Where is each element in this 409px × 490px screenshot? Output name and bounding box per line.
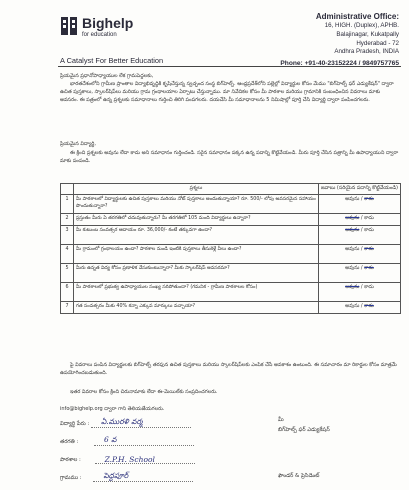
- answer-yes[interactable]: అవును: [345, 246, 360, 252]
- brand-tagline: A Catalyst For Better Education: [60, 56, 164, 65]
- answer-cell[interactable]: [318, 214, 400, 226]
- student-name-field[interactable]: [91, 418, 191, 428]
- row-number: 1: [61, 195, 74, 214]
- row-number: 5: [61, 264, 74, 283]
- row-number: 2: [61, 214, 74, 226]
- letter-intro: [60, 72, 399, 104]
- answer-no[interactable]: కాదు: [364, 265, 374, 271]
- row-number: 3: [61, 226, 74, 245]
- table-row: [61, 264, 401, 283]
- office-line: 16, HIGH. (Duplex), APHB.: [324, 22, 399, 29]
- answer-separator: /: [359, 196, 365, 202]
- contact-paragraph: ఇతర వివరాల కోసం క్రింది చిరునామాకు లేదా ఈ-మెయిల్‌కు సంప్రదించగలరు.: [70, 389, 218, 395]
- answer-yes[interactable]: అవును: [345, 227, 360, 233]
- answer-no[interactable]: కాదు: [364, 227, 374, 233]
- table-header-row: [61, 184, 401, 195]
- question-text: ప్రస్తుతం మీరు ఏ తరగతిలో చదువుతున్నారు? మీ తరగతిలో 105 మంది విద్యార్థులు ఉన్నారా?: [74, 214, 319, 226]
- answer-choice: [345, 215, 374, 221]
- village-value: పెద్దపూర్: [103, 471, 129, 480]
- signature-salutation: మీ: [278, 417, 284, 423]
- book-logo-icon: [60, 15, 78, 37]
- answer-yes[interactable]: అవును: [345, 303, 360, 309]
- header-divider: [58, 66, 401, 67]
- answer-no[interactable]: కాదు: [364, 215, 374, 221]
- village-field[interactable]: [93, 472, 193, 482]
- answer-no[interactable]: కాదు: [364, 303, 374, 309]
- office-line: Balajinagar, Kukatpally: [336, 30, 399, 38]
- answer-choice: [345, 227, 374, 233]
- signature-title: ఫౌండర్ & ప్రెసిడెంట్: [278, 473, 320, 479]
- answer-separator: /: [359, 215, 365, 221]
- row-number: 4: [61, 245, 74, 264]
- village-row: [60, 472, 193, 482]
- question-text: మీరు ఉన్నత విద్య కోసం ప్రణాళిక వేసుకుంటున్నారా? మీకు స్కాలర్‌షిప్ అవసరమా?: [74, 264, 319, 283]
- table-row: [61, 226, 401, 245]
- answer-separator: /: [359, 265, 365, 271]
- column-header-questions: ప్రశ్నలు: [74, 184, 319, 195]
- answer-choice: [345, 246, 374, 252]
- question-text: మీ కుటుంబ సంవత్సర ఆదాయం రూ. 36,000/- కంటే తక్కువగా ఉందా?: [74, 226, 319, 245]
- answer-separator: /: [359, 246, 365, 252]
- table-row: [61, 195, 401, 214]
- answer-cell[interactable]: [318, 302, 400, 314]
- village-label: గ్రామము :: [60, 475, 82, 481]
- contact-email: info@bighelp.org ద్వారా గాని తెలియజేయగలరు.: [60, 406, 165, 412]
- question-text: మీ పాఠశాలలో విద్యార్థులకు ఉచిత పుస్తకాలు మరియు నోట్ పుస్తకాలు అందుతున్నాయా? రూ. 500/- లోపు అవసరమైన సహాయం పొందుతున్నారా?: [74, 195, 319, 214]
- answer-cell[interactable]: [318, 283, 400, 302]
- answer-no[interactable]: కాదు: [364, 246, 374, 252]
- question-text: గత సంవత్సరం మీకు 40% కన్నా ఎక్కువ మార్కులు వచ్చాయా?: [74, 302, 319, 314]
- school-label: పాఠశాల :: [60, 457, 81, 463]
- answer-choice: [345, 196, 374, 202]
- table-row: [61, 283, 401, 302]
- instructions-paragraph: ఈ క్రింది ప్రశ్నలకు అవును లేదా కాదు అని సమాధానం గుర్తించండి. సరైన సమాధానం పక్కన ఉన్న పదాన్ని కొట్టివేయండి. మీరు పూర్తి చేసిన పత్రాన్ని మీ ఉపాధ్యాయుని ద్వారా మాకు పంపండి.: [60, 150, 399, 165]
- office-line: Andhra Pradesh, INDIA: [334, 48, 399, 56]
- answer-yes[interactable]: అవును: [345, 265, 360, 271]
- questionnaire-table: [60, 183, 401, 314]
- row-number: 7: [61, 302, 74, 314]
- signature-organisation: బిగ్‌హెల్ప్ ఫర్ ఎడ్యుకేషన్: [278, 427, 330, 433]
- answer-yes[interactable]: అవును: [345, 215, 360, 221]
- class-field[interactable]: [94, 436, 194, 446]
- answer-cell[interactable]: [318, 226, 400, 245]
- answer-no[interactable]: కాదు: [364, 196, 374, 202]
- student-greeting: ప్రియమైన విద్యార్థి,: [60, 141, 96, 147]
- row-number: 6: [61, 283, 74, 302]
- closing-paragraph: పై వివరాలు పంపిన విద్యార్థులకు బిగ్‌హెల్ప్ తరఫున ఉచిత పుస్తకాలు మరియు స్కాలర్‌షిప్‌లకు ఎంపిక చేసే అవకాశం ఉంటుంది. ఈ సమాచారం మా రికార్డుల కోసం మాత్రమే ఉపయోగించబడుతుంది.: [60, 362, 397, 377]
- office-line: Hyderabad - 72: [356, 39, 399, 47]
- question-text: మీ గ్రామంలో గ్రంథాలయం ఉందా? పాఠశాల నుండి ఇంటికి పుస్తకాలు తీసుకెళ్లే వీలు ఉందా?: [74, 245, 319, 264]
- question-text: మీ పాఠశాలలో ప్రభుత్వ ఉపాధ్యాయుల సంఖ్య సరిపోతుందా? (గమనిక - గ్రామీణ పాఠశాలల కోసం): [74, 283, 319, 302]
- student-name-label: విద్యార్థి పేరు :: [60, 421, 90, 427]
- answer-choice: [345, 284, 374, 290]
- column-header-answer: జవాబు (సరియైన పదాన్ని కొట్టివేయండి): [318, 184, 400, 195]
- school-value: Z.P.H. School: [104, 455, 155, 464]
- answer-choice: [345, 303, 374, 309]
- class-value: 6 వ: [104, 435, 117, 444]
- answer-separator: /: [359, 227, 365, 233]
- table-row: [61, 302, 401, 314]
- school-field[interactable]: [95, 454, 195, 464]
- class-row: [60, 436, 194, 446]
- school-row: [60, 454, 195, 464]
- student-name-row: [60, 418, 191, 428]
- office-address: [280, 12, 399, 69]
- office-phone: Phone: +91-40-23152224 / 9849757765: [280, 60, 399, 68]
- answer-yes[interactable]: అవును: [345, 284, 360, 290]
- intro-paragraph: భారతదేశంలోని గ్రామీణ ప్రాంతాల విద్యాభివృద్ధికి కృషిచేస్తున్న స్వచ్ఛంద సంస్థ బిగ్‌హెల్ప్. ఆంధ్రప్రదేశ్‌లోని పల్లెల్లో విద్యార్థుల కోసం మేము "బిగ్‌హెల్ప్ ఫర్ ఎడ్యుకేషన్" ద్వారా ఉచిత పుస్తకాలు, స్కాలర్‌షిప్‌లు మరియు గ్రామ గ్రంథాలయాల ఏర్పాటు చేస్తున్నాము. మా నివేదికల కోసం మీ పాఠశాల మరియు గ్రామానికి సంబంధించిన వివరాలు మాకు అవసరం. ఈ పత్రంలో ఉన్న ప్రశ్నలకు సమాధానాలు గుర్తించి తిరిగి పంపగలరు. దయచేసి మీ సమాధానాలను 5 నిమిషాల్లో పూర్తి చేసి విద్యార్థి ద్వారా పంపించగలరు.: [60, 81, 394, 104]
- answer-separator: /: [359, 284, 365, 290]
- brand-name: Bighelp: [82, 15, 134, 31]
- office-heading: Administrative Office:: [315, 12, 399, 21]
- class-label: తరగతి :: [60, 439, 79, 445]
- brand-subtitle: for education: [82, 32, 117, 38]
- answer-no[interactable]: కాదు: [364, 284, 374, 290]
- answer-cell[interactable]: [318, 245, 400, 264]
- answer-cell[interactable]: [318, 195, 400, 214]
- table-row: [61, 245, 401, 264]
- answer-separator: /: [359, 303, 365, 309]
- answer-yes[interactable]: అవును: [345, 196, 360, 202]
- answer-cell[interactable]: [318, 264, 400, 283]
- student-name-value: ఏ.మురళి వర్మ: [100, 417, 143, 426]
- table-row: [61, 214, 401, 226]
- salutation: ప్రియమైన ప్రధానోపాధ్యాయుల లేక గ్రామపెద్దలకు,: [60, 73, 154, 79]
- answer-choice: [345, 265, 374, 271]
